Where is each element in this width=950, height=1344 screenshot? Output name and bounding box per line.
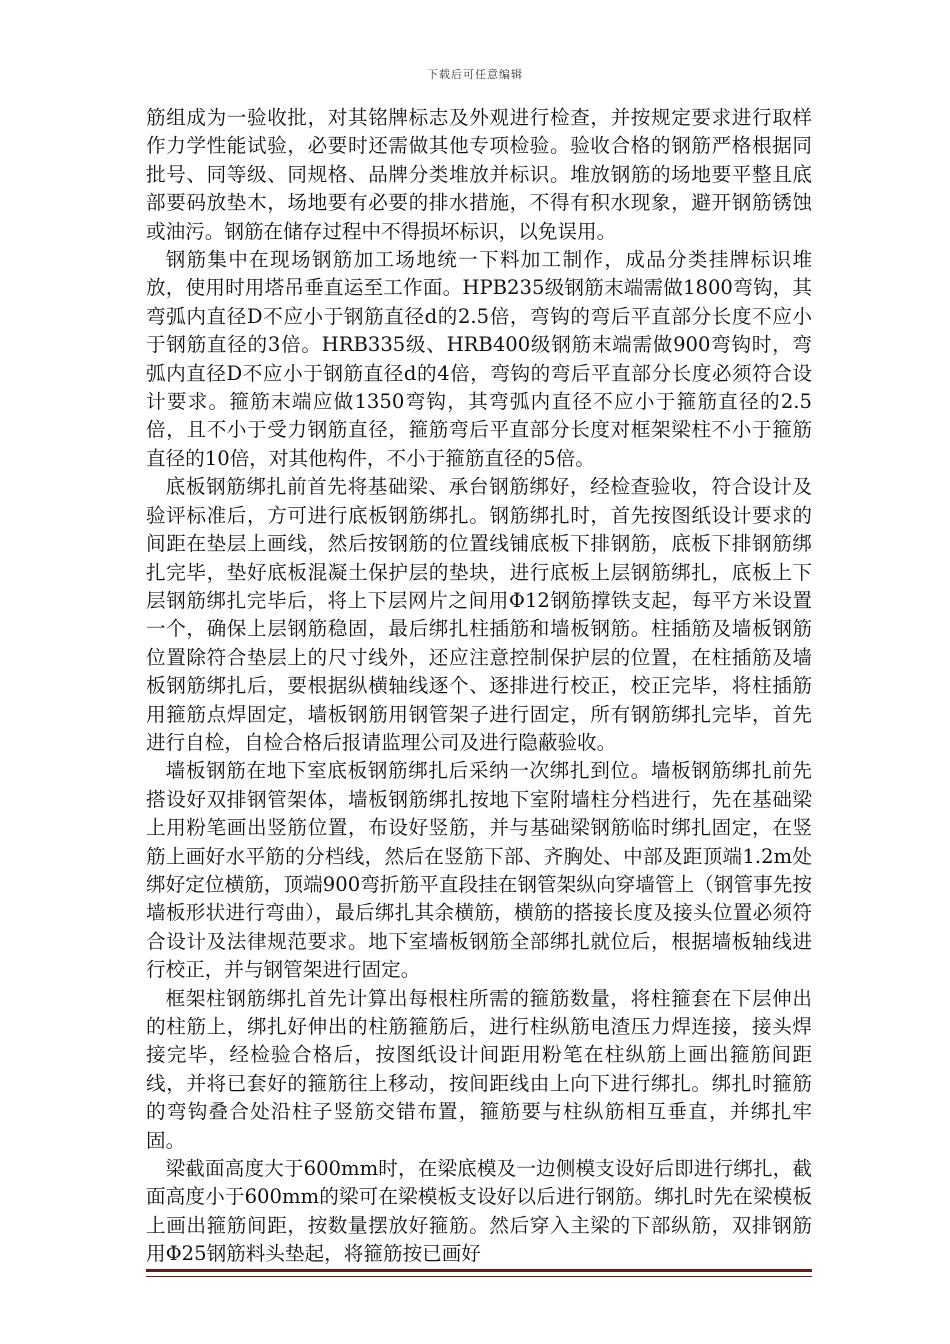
footer-rule-thin (146, 1276, 812, 1277)
paragraph-1: 筋组成为一验收批，对其铭牌标志及外观进行检查，并按规定要求进行取样作力学性能试验，必要时还需做其他专项检验。验收合格的钢筋严格根据同批号、同等级、同规格、品牌分类堆放并标识。堆放钢筋的场地要平整且底部要码放垫木，场地要有必要的排水措施，不得有积水现象，避开钢筋锈蚀或油污。钢筋在储存过程中不得损坏标识，以免误用。 (146, 106, 812, 243)
paragraph-5: 框架柱钢筋绑扎首先计算出每根柱所需的箍筋数量，将柱箍套在下层伸出的柱筋上，绑扎好伸出的柱筋箍筋后，进行柱纵筋电渣压力焊连接，接头焊接完毕，经检验合格后，按图纸设计间距用粉笔在柱纵筋上画出箍筋间距线，并将已套好的箍筋往上移动，按间距线由上向下进行绑扎。绑扎时箍筋的弯钩叠合处沿柱子竖筋交错布置，箍筋要与柱纵筋相互垂直，并绑扎牢固。 (146, 986, 812, 1152)
document-body (146, 104, 812, 1269)
paragraph-4: 墙板钢筋在地下室底板钢筋绑扎后采纳一次绑扎到位。墙板钢筋绑扎前先搭设好双排钢管架体，墙板钢筋绑扎按地下室附墙柱分档进行，先在基础梁上用粉笔画出竖筋位置，布设好竖筋，并与基础梁钢筋临时绑扎固定，在竖筋上画好水平筋的分档线，然后在竖筋下部、齐胸处、中部及距顶端1.2m处绑好定位横筋，顶端900弯折筋平直段挂在钢管架纵向穿墙管上（钢管事先按墙板形状进行弯曲），最后绑扎其余横筋，横筋的搭接长度及接头位置必须符合设计及法律规范要求。地下室墙板钢筋全部绑扎就位后，根据墙板轴线进行校正，并与钢管架进行固定。 (146, 759, 812, 982)
paragraph-6: 梁截面高度大于600mm时，在梁底模及一边侧模支设好后即进行绑扎，截面高度小于600mm的梁可在梁模板支设好以后进行钢筋。绑扎时先在梁模板上画出箍筋间距，按数量摆放好箍筋。然后穿入主梁的下部纵筋，双排钢筋用Φ25钢筋料头垫起，将箍筋按已画好 (146, 1157, 812, 1266)
paragraph-3: 底板钢筋绑扎前首先将基础梁、承台钢筋绑好，经检查验收，符合设计及验评标准后，方可进行底板钢筋绑扎。钢筋绑扎时，首先按图纸设计要求的间距在垫层上画线，然后按钢筋的位置线铺底板下排钢筋，底板下排钢筋绑扎完毕，垫好底板混凝土保护层的垫块，进行底板上层钢筋绑扎，底板上下层钢筋绑扎完毕后，将上下层网片之间用Φ12钢筋撑铁支起，每平方米设置一个，确保上层钢筋稳固，最后绑扎柱插筋和墙板钢筋。柱插筋及墙板钢筋位置除符合垫层上的尺寸线外，还应注意控制保护层的位置，在柱插筋及墙板钢筋绑扎后，要根据纵横轴线逐个、逐排进行校正，校正完毕，将柱插筋用箍筋点焊固定，墙板钢筋用钢管架子进行固定，所有钢筋绑扎完毕，首先进行自检，自检合格后报请监理公司及进行隐蔽验收。 (146, 475, 812, 754)
footer-rule-thick (146, 1269, 812, 1272)
paragraph-2: 钢筋集中在现场钢筋加工场地统一下料加工制作，成品分类挂牌标识堆放，使用时用塔吊垂直运至工作面。HPB235级钢筋末端需做1800弯钩，其弯弧内直径D不应小于钢筋直径d的2.5倍，弯钩的弯后平直部分长度不应小于钢筋直径的3倍。HRB335级、HRB400级钢筋末端需做900弯钩时，弯弧内直径D不应小于钢筋直径d的4倍，弯钩的弯后平直部分长度必须符合设计要求。箍筋末端应做1350弯钩，其弯弧内直径不应小于箍筋直径的2.5倍，且不小于受力钢筋直径，箍筋弯后平直部分长度对框架梁柱不小于箍筋直径的10倍，对其他构件，不小于箍筋直径的5倍。 (146, 248, 812, 470)
page-header: 下载后可任意编辑 (427, 68, 523, 81)
